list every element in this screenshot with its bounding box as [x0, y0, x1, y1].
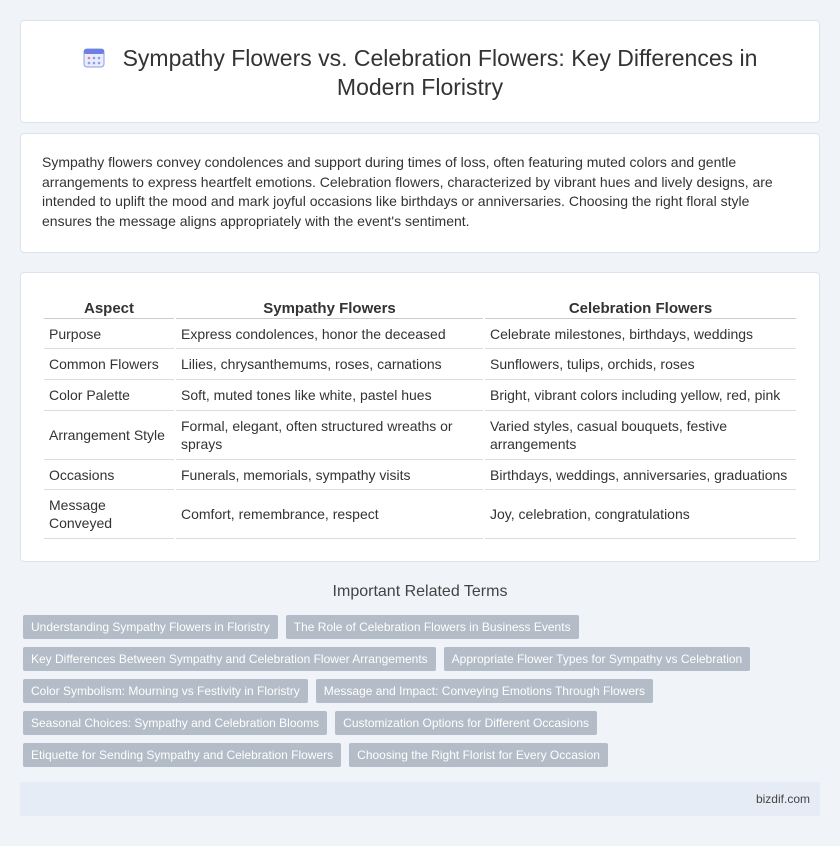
tag-row [23, 615, 803, 639]
header-aspect: Aspect [44, 293, 174, 319]
cell-aspect: Common Flowers [44, 349, 174, 380]
cell-aspect: Purpose [44, 319, 174, 349]
cell-aspect: Arrangement Style [44, 411, 174, 460]
related-terms-list [23, 615, 803, 775]
cell-aspect: Color Palette [44, 380, 174, 411]
cell-celebration: Joy, celebration, congratulations [485, 490, 796, 539]
related-term-tag[interactable]: Choosing the Right Florist for Every Occasion [349, 743, 608, 767]
related-term-tag[interactable]: Key Differences Between Sympathy and Celebration Flower Arrangements [23, 647, 436, 671]
related-term-tag[interactable]: Seasonal Choices: Sympathy and Celebration Blooms [23, 711, 327, 735]
cell-sympathy: Express condolences, honor the deceased [176, 319, 483, 349]
tag-row [23, 647, 803, 671]
header-card [20, 20, 820, 123]
related-term-tag[interactable]: Customization Options for Different Occasions [335, 711, 597, 735]
cell-sympathy: Funerals, memorials, sympathy visits [176, 460, 483, 490]
cell-sympathy: Formal, elegant, often structured wreaths or sprays [176, 411, 483, 460]
related-terms-heading: Important Related Terms [332, 583, 508, 600]
cell-sympathy: Soft, muted tones like white, pastel hues [176, 380, 483, 411]
calendar-icon [83, 46, 105, 68]
cell-aspect: Message Conveyed [44, 490, 174, 539]
cell-celebration: Celebrate milestones, birthdays, weddings [485, 319, 796, 349]
related-term-tag[interactable]: Message and Impact: Conveying Emotions Through Flowers [316, 679, 653, 703]
cell-celebration: Sunflowers, tulips, orchids, roses [485, 349, 796, 380]
cell-sympathy: Lilies, chrysanthemums, roses, carnations [176, 349, 483, 380]
intro-paragraph: Sympathy flowers convey condolences and support during times of loss, often featuring muted colors and gentle arrangements to express heartfelt emotions. Celebration flowers, characterized by vibrant hues and lively designs, are intended to uplift the mood and mark joyful occasions like birthdays or anniversaries. Choosing the right floral style ensures the message aligns appropriately with the event's sentiment. [42, 154, 773, 229]
related-term-tag[interactable]: Color Symbolism: Mourning vs Festivity in Floristry [23, 679, 308, 703]
table-row [44, 460, 796, 490]
tag-row [23, 711, 803, 735]
tag-row [23, 679, 803, 703]
page-title: Sympathy Flowers vs. Celebration Flowers: Key Differences in Modern Floristry [122, 45, 758, 100]
comparison-card [20, 272, 820, 562]
table-header-row [44, 293, 796, 319]
header-celebration: Celebration Flowers [485, 293, 796, 319]
footer-brand[interactable]: bizdif.com [755, 792, 810, 806]
footer [20, 782, 820, 816]
table-row [44, 490, 796, 539]
cell-aspect: Occasions [44, 460, 174, 490]
page-title-container [21, 44, 819, 102]
cell-celebration: Varied styles, casual bouquets, festive arrangements [485, 411, 796, 460]
table-row [44, 380, 796, 411]
related-term-tag[interactable]: Appropriate Flower Types for Sympathy vs Celebration [444, 647, 751, 671]
cell-sympathy: Comfort, remembrance, respect [176, 490, 483, 539]
related-term-tag[interactable]: Etiquette for Sending Sympathy and Celebration Flowers [23, 743, 341, 767]
table-row [44, 411, 796, 460]
table-row [44, 319, 796, 349]
related-term-tag[interactable]: The Role of Celebration Flowers in Business Events [286, 615, 579, 639]
tag-row [23, 743, 803, 767]
table-row [44, 349, 796, 380]
intro-card [20, 133, 820, 253]
header-sympathy: Sympathy Flowers [176, 293, 483, 319]
cell-celebration: Bright, vibrant colors including yellow, red, pink [485, 380, 796, 411]
cell-celebration: Birthdays, weddings, anniversaries, graduations [485, 460, 796, 490]
comparison-table [42, 293, 798, 539]
related-term-tag[interactable]: Understanding Sympathy Flowers in Floristry [23, 615, 278, 639]
